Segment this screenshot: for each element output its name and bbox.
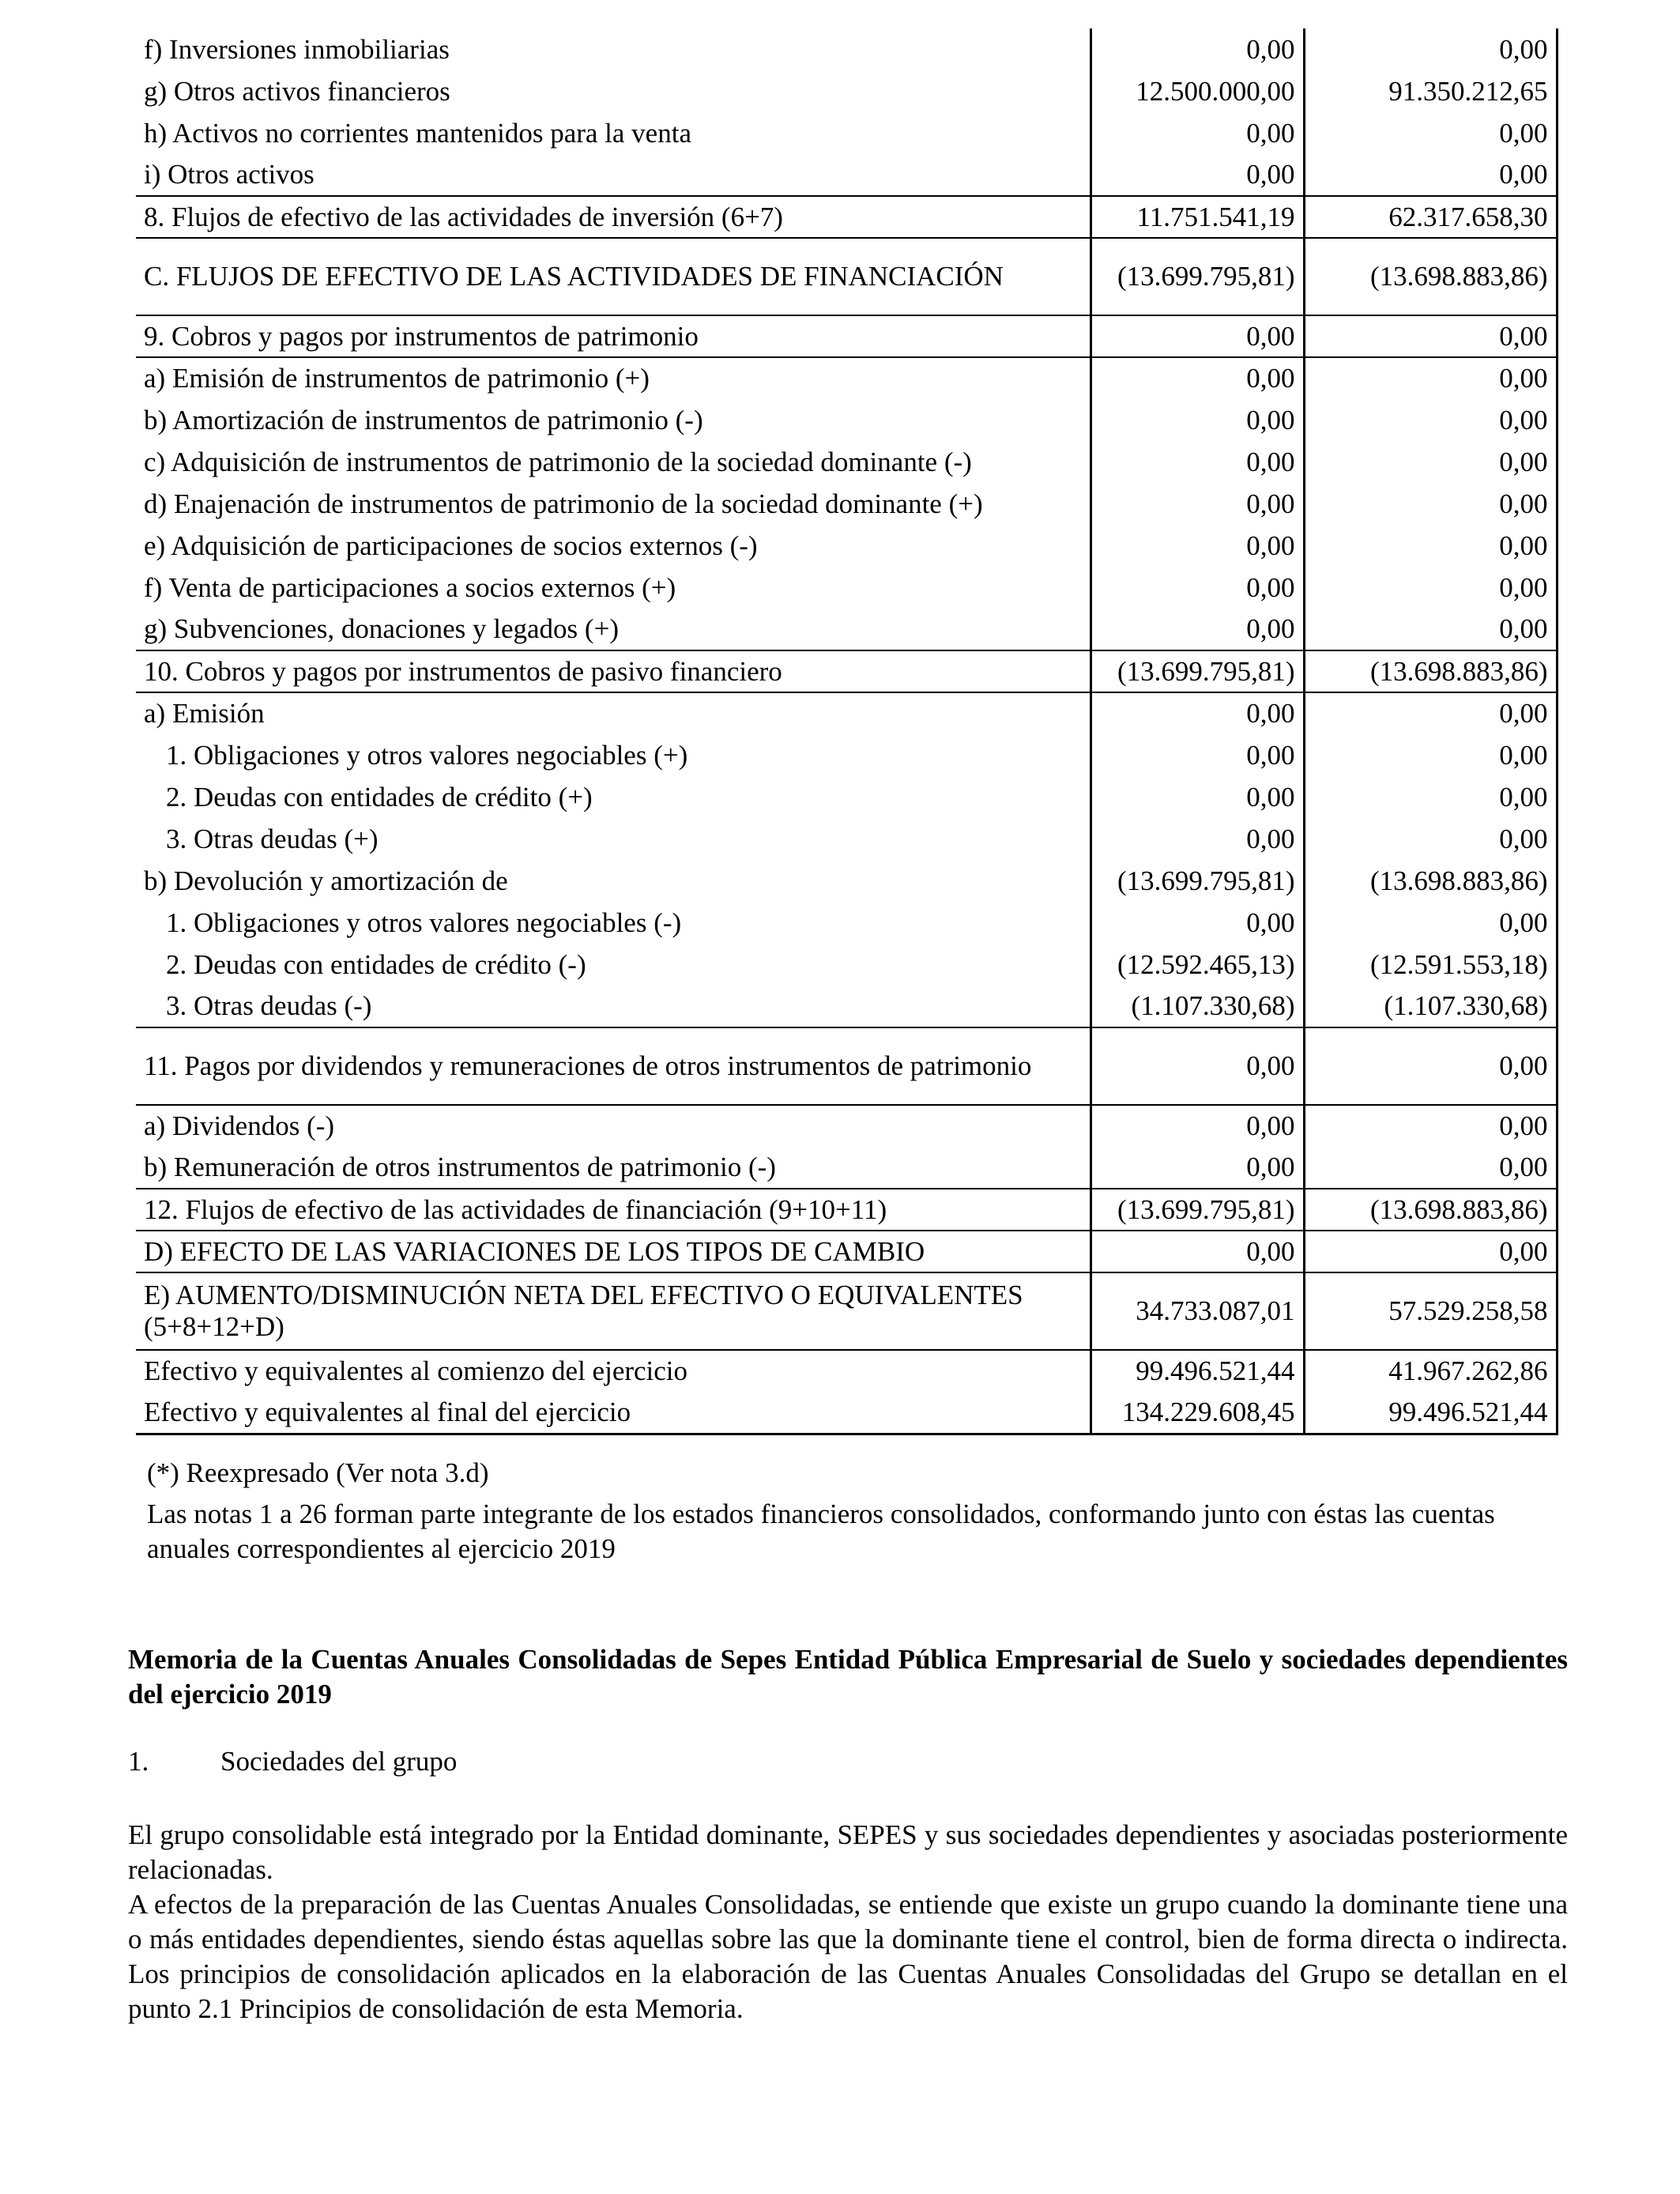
- row-label: Efectivo y equivalentes al comienzo del ejercicio: [136, 1350, 1090, 1392]
- value-previous: 99.496.521,44: [1304, 1392, 1557, 1434]
- table-row: [136, 944, 1557, 986]
- value-previous: 0,00: [1304, 112, 1557, 154]
- value-previous: 0,00: [1304, 692, 1557, 734]
- table-row: [136, 196, 1557, 238]
- row-label: 1. Obligaciones y otros valores negociables (-): [166, 907, 682, 938]
- table-row: [136, 70, 1557, 112]
- row-label: 11. Pagos por dividendos y remuneraciones de otros instrumentos de patrimonio: [136, 1027, 1090, 1105]
- row-label: b) Devolución y amortización de: [144, 865, 508, 896]
- memoria-title: Memoria de la Cuentas Anuales Consolidadas de Sepes Entidad Pública Empresarial de Suelo y sociedades dependientes del ejercicio 2019: [128, 1644, 1568, 1710]
- value-previous: 0,00: [1304, 28, 1557, 70]
- value-previous: 0,00: [1304, 483, 1557, 525]
- table-row: [136, 567, 1557, 609]
- row-label: b) Amortización de instrumentos de patrimonio (-): [144, 404, 703, 435]
- restated-note: (*) Reexpresado (Ver nota 3.d): [147, 1457, 489, 1488]
- value-current: 0,00: [1090, 1105, 1304, 1147]
- table-row: [136, 112, 1557, 154]
- value-previous: (13.698.883,86): [1304, 860, 1557, 902]
- value-current: 0,00: [1090, 1231, 1304, 1272]
- value-current: 12.500.000,00: [1090, 70, 1304, 112]
- value-current: 99.496.521,44: [1090, 1350, 1304, 1392]
- table-row: [136, 1392, 1557, 1434]
- value-previous: 0,00: [1304, 609, 1557, 650]
- value-previous: 0,00: [1304, 1105, 1557, 1147]
- value-previous: (13.698.883,86): [1304, 1189, 1557, 1231]
- row-label: C. FLUJOS DE EFECTIVO DE LAS ACTIVIDADES DE FINANCIACIÓN: [136, 238, 1090, 315]
- value-current: (13.699.795,81): [1090, 650, 1304, 692]
- row-label: g) Subvenciones, donaciones y legados (+): [144, 613, 619, 644]
- row-label: a) Emisión: [136, 692, 1090, 734]
- value-previous: (1.107.330,68): [1304, 986, 1557, 1027]
- value-current: 0,00: [1090, 692, 1304, 734]
- value-current: 11.751.541,19: [1090, 196, 1304, 238]
- value-current: 0,00: [1090, 609, 1304, 650]
- table-row: [136, 483, 1557, 525]
- value-previous: 0,00: [1304, 399, 1557, 441]
- value-current: (13.699.795,81): [1090, 238, 1304, 315]
- value-previous: 0,00: [1304, 357, 1557, 399]
- value-current: (13.699.795,81): [1090, 1189, 1304, 1231]
- value-previous: 57.529.258,58: [1304, 1272, 1557, 1350]
- value-current: 0,00: [1090, 357, 1304, 399]
- value-previous: (12.591.553,18): [1304, 944, 1557, 986]
- row-label: 12. Flujos de efectivo de las actividades de financiación (9+10+11): [136, 1189, 1090, 1231]
- row-label: 8. Flujos de efectivo de las actividades de inversión (6+7): [136, 196, 1090, 238]
- value-current: 0,00: [1090, 525, 1304, 567]
- value-current: 0,00: [1090, 399, 1304, 441]
- paragraph: A efectos de la preparación de las Cuentas Anuales Consolidadas, se entiende que existe un grupo cuando la dominante tiene una o más entidades dependientes, siendo éstas aquellas sobre las que la dominante tiene el control, bien de forma directa o indirecta. Los principios de consolidación aplicados en la elaboración de las Cuentas Anuales Consolidadas del Grupo se detallan en el punto 2.1 Principios de consolidación de esta Memoria.: [128, 1889, 1568, 2024]
- value-current: 0,00: [1090, 154, 1304, 196]
- value-previous: 91.350.212,65: [1304, 70, 1557, 112]
- value-current: (12.592.465,13): [1090, 944, 1304, 986]
- value-previous: 0,00: [1304, 1147, 1557, 1189]
- table-row: [136, 1147, 1557, 1189]
- value-previous: 0,00: [1304, 734, 1557, 776]
- value-current: 134.229.608,45: [1090, 1392, 1304, 1434]
- section-number: 1.: [128, 1746, 149, 1777]
- value-current: 0,00: [1090, 1027, 1304, 1105]
- value-current: 0,00: [1090, 734, 1304, 776]
- table-row: [136, 28, 1557, 70]
- row-label: 2. Deudas con entidades de crédito (+): [166, 781, 593, 812]
- value-current: 0,00: [1090, 902, 1304, 944]
- row-label: 10. Cobros y pagos por instrumentos de pasivo financiero: [136, 650, 1090, 692]
- table-row: [136, 734, 1557, 776]
- section-heading: [128, 1744, 457, 1779]
- row-label: 3. Otras deudas (-): [166, 990, 372, 1021]
- value-current: 0,00: [1090, 776, 1304, 818]
- row-label: c) Adquisición de instrumentos de patrimonio de la sociedad dominante (-): [144, 446, 972, 477]
- row-label: h) Activos no corrientes mantenidos para la venta: [144, 117, 691, 149]
- row-label: Efectivo y equivalentes al final del ejercicio: [136, 1392, 1090, 1434]
- row-label: d) Enajenación de instrumentos de patrimonio de la sociedad dominante (+): [144, 488, 983, 519]
- row-label: f) Venta de participaciones a socios externos (+): [144, 571, 676, 603]
- row-label: a) Emisión de instrumentos de patrimonio (+): [136, 357, 1090, 399]
- value-previous: 0,00: [1304, 315, 1557, 357]
- value-previous: 0,00: [1304, 1027, 1557, 1105]
- value-current: 0,00: [1090, 28, 1304, 70]
- value-previous: 0,00: [1304, 525, 1557, 567]
- table-row: [136, 525, 1557, 567]
- paragraph: El grupo consolidable está integrado por la Entidad dominante, SEPES y sus sociedades dependientes y asociadas posteriormente relacionadas.: [128, 1819, 1568, 1885]
- table-row: [136, 1105, 1557, 1147]
- row-label: D) EFECTO DE LAS VARIACIONES DE LOS TIPOS DE CAMBIO: [136, 1231, 1090, 1272]
- table-row: [136, 315, 1557, 357]
- section-title: Sociedades del grupo: [220, 1746, 458, 1777]
- row-label: 9. Cobros y pagos por instrumentos de patrimonio: [136, 315, 1090, 357]
- table-row: [136, 399, 1557, 441]
- row-label: 2. Deudas con entidades de crédito (-): [166, 948, 586, 980]
- table-row: [136, 238, 1557, 315]
- value-previous: 0,00: [1304, 776, 1557, 818]
- row-label: a) Dividendos (-): [136, 1105, 1090, 1147]
- table-row: [136, 1350, 1557, 1392]
- value-previous: 0,00: [1304, 902, 1557, 944]
- table-row: [136, 650, 1557, 692]
- row-label: g) Otros activos financieros: [144, 75, 450, 107]
- row-label: 1. Obligaciones y otros valores negociables (+): [166, 739, 688, 771]
- value-previous: (13.698.883,86): [1304, 650, 1557, 692]
- cash-flow-table: [136, 28, 1558, 1435]
- table-row: [136, 1272, 1557, 1350]
- integral-notes-text: Las notas 1 a 26 forman parte integrante de los estados financieros consolidados, conformando junto con éstas las cuentas anuales correspondientes al ejercicio 2019: [147, 1498, 1495, 1564]
- value-previous: 0,00: [1304, 154, 1557, 196]
- row-label: f) Inversiones inmobiliarias: [144, 33, 450, 65]
- table-row: [136, 1189, 1557, 1231]
- table-row: [136, 860, 1557, 902]
- table-row: [136, 357, 1557, 399]
- value-current: 0,00: [1090, 441, 1304, 483]
- value-current: 0,00: [1090, 483, 1304, 525]
- value-current: 0,00: [1090, 315, 1304, 357]
- table-row: [136, 1231, 1557, 1272]
- value-current: (1.107.330,68): [1090, 986, 1304, 1027]
- value-current: 0,00: [1090, 567, 1304, 609]
- table-row: [136, 154, 1557, 196]
- table-row: [136, 776, 1557, 818]
- table-row: [136, 986, 1557, 1027]
- row-label: 3. Otras deudas (+): [166, 823, 379, 854]
- row-label: e) Adquisición de participaciones de socios externos (-): [144, 530, 758, 561]
- table-row: [136, 692, 1557, 734]
- value-current: 0,00: [1090, 1147, 1304, 1189]
- table-row: [136, 902, 1557, 944]
- value-current: 34.733.087,01: [1090, 1272, 1304, 1350]
- value-current: 0,00: [1090, 818, 1304, 860]
- row-label: E) AUMENTO/DISMINUCIÓN NETA DEL EFECTIVO O EQUIVALENTES (5+8+12+D): [136, 1272, 1090, 1350]
- value-previous: 0,00: [1304, 441, 1557, 483]
- value-previous: (13.698.883,86): [1304, 238, 1557, 315]
- table-row: [136, 609, 1557, 650]
- row-label: i) Otros activos: [144, 159, 315, 190]
- value-current: (13.699.795,81): [1090, 860, 1304, 902]
- row-label: b) Remuneración de otros instrumentos de patrimonio (-): [144, 1152, 776, 1182]
- value-previous: 62.317.658,30: [1304, 196, 1557, 238]
- table-row: [136, 441, 1557, 483]
- table-row: [136, 818, 1557, 860]
- value-previous: 0,00: [1304, 567, 1557, 609]
- value-previous: 0,00: [1304, 1231, 1557, 1272]
- table-row: [136, 1027, 1557, 1105]
- value-current: 0,00: [1090, 112, 1304, 154]
- value-previous: 0,00: [1304, 818, 1557, 860]
- value-previous: 41.967.262,86: [1304, 1350, 1557, 1392]
